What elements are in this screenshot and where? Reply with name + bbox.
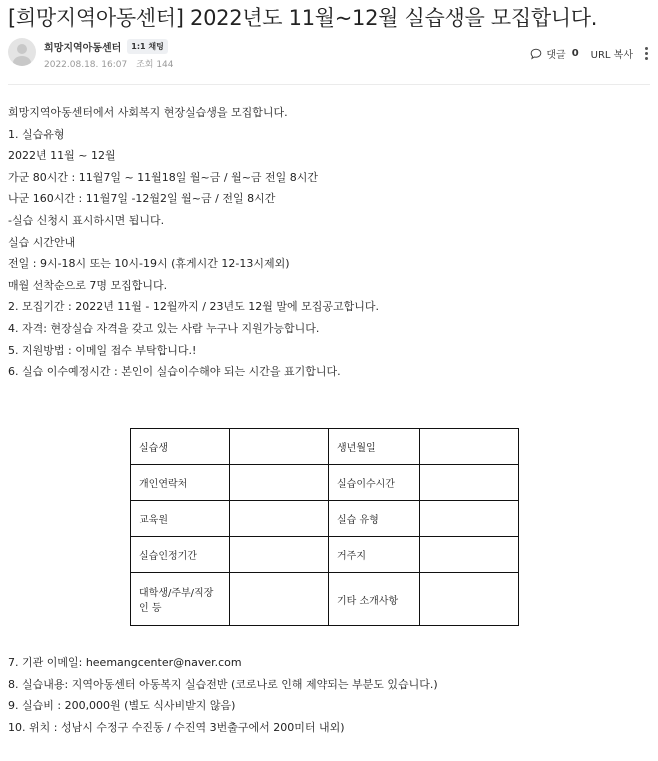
table-value-cell <box>230 465 329 501</box>
body-line: 9. 실습비 : 200,000원 (별도 식사비받지 않음) <box>8 699 236 713</box>
body-line: 7. 기관 이메일: heemangcenter@naver.com <box>8 656 242 669</box>
body-line: 나군 160시간 : 11월7일 -12월2일 월~금 / 전일 8시간 <box>8 192 276 206</box>
table-row <box>131 465 519 501</box>
avatar-icon <box>8 38 36 66</box>
post-body <box>8 102 648 383</box>
table-label-cell: 실습인정기간 <box>131 537 230 573</box>
table-label-cell: 실습이수시간 <box>329 465 420 501</box>
table-label-cell: 실습생 <box>131 429 230 465</box>
header-divider <box>8 84 650 85</box>
comment-button[interactable] <box>530 46 578 61</box>
body-line: 6. 실습 이수예정시간 : 본인이 실습이수해야 되는 시간을 표기합니다. <box>8 365 341 379</box>
post-actions <box>530 46 648 61</box>
body-line: 1. 실습유형 <box>8 127 65 141</box>
table-row <box>131 537 519 573</box>
body-line: 4. 자격: 현장실습 자격을 갖고 있는 사람 누구나 지원가능합니다. <box>8 321 320 335</box>
body-line: 희망지역아동센터에서 사회복지 현장실습생을 모집합니다. <box>8 106 288 119</box>
comment-count: 0 <box>571 48 579 59</box>
table-label-cell: 실습 유형 <box>329 501 420 537</box>
body-line: 5. 지원방법 : 이메일 접수 부탁합니다.! <box>8 343 197 357</box>
table-value-cell <box>230 573 329 626</box>
table-label-cell: 거주지 <box>329 537 420 573</box>
table-label-cell: 개인연락처 <box>131 465 230 501</box>
table-label-cell: 대학생/주부/직장인 등 <box>131 573 230 626</box>
table-row <box>131 501 519 537</box>
body-line: 가군 80시간 : 11월7일 ~ 11월18일 월~금 / 월~금 전일 8시간 <box>8 170 319 184</box>
table-value-cell <box>420 501 519 537</box>
post-date: 2022.08.18. 16:07 <box>44 60 128 70</box>
post-meta <box>44 57 174 70</box>
application-form-table <box>130 428 519 626</box>
table-row <box>131 429 519 465</box>
chat-button[interactable]: 1:1 채팅 <box>127 39 168 54</box>
body-line: -실습 신청시 표시하시면 됩니다. <box>8 213 165 227</box>
table-value-cell <box>420 465 519 501</box>
comment-label: 댓글 <box>546 50 566 61</box>
post-title: [희망지역아동센터] 2022년도 11월~12월 실습생을 모집합니다. <box>8 6 598 30</box>
table-row <box>131 573 519 626</box>
body-line: 매월 선착순으로 7명 모집합니다. <box>8 278 168 292</box>
comment-icon <box>530 48 542 60</box>
post-body-after-table <box>8 652 648 738</box>
table-value-cell <box>420 429 519 465</box>
more-options-icon[interactable] <box>645 47 648 60</box>
author-row <box>44 39 168 54</box>
body-line: 실습 시간안내 <box>8 235 76 249</box>
table-value-cell <box>230 501 329 537</box>
body-line: 2022년 11월 ~ 12월 <box>8 149 116 163</box>
body-line: 2. 모집기간 : 2022년 11월 - 12월까지 / 23년도 12월 말에 모집공고합니다. <box>8 300 379 314</box>
table-value-cell <box>420 573 519 626</box>
table-value-cell <box>230 537 329 573</box>
body-line: 10. 위치 : 성남시 수정구 수진동 / 수진역 3번출구에서 200미터 내외) <box>8 720 345 734</box>
table-value-cell <box>420 537 519 573</box>
url-copy-button[interactable]: URL 복사 <box>590 50 633 61</box>
body-line: 8. 실습내용: 지역아동센터 아동복지 실습전반 (코로나로 인해 제약되는 부분도 있습니다.) <box>8 677 438 691</box>
table-label-cell: 교육원 <box>131 501 230 537</box>
view-count: 조회 144 <box>136 60 174 70</box>
author-name[interactable]: 희망지역아동센터 <box>44 43 122 54</box>
table-label-cell: 기타 소개사항 <box>329 573 420 626</box>
table-value-cell <box>230 429 329 465</box>
author-avatar[interactable] <box>8 38 36 66</box>
body-line: 전일 : 9시-18시 또는 10시-19시 (휴게시간 12-13시제외) <box>8 257 290 271</box>
table-label-cell: 생년월일 <box>329 429 420 465</box>
